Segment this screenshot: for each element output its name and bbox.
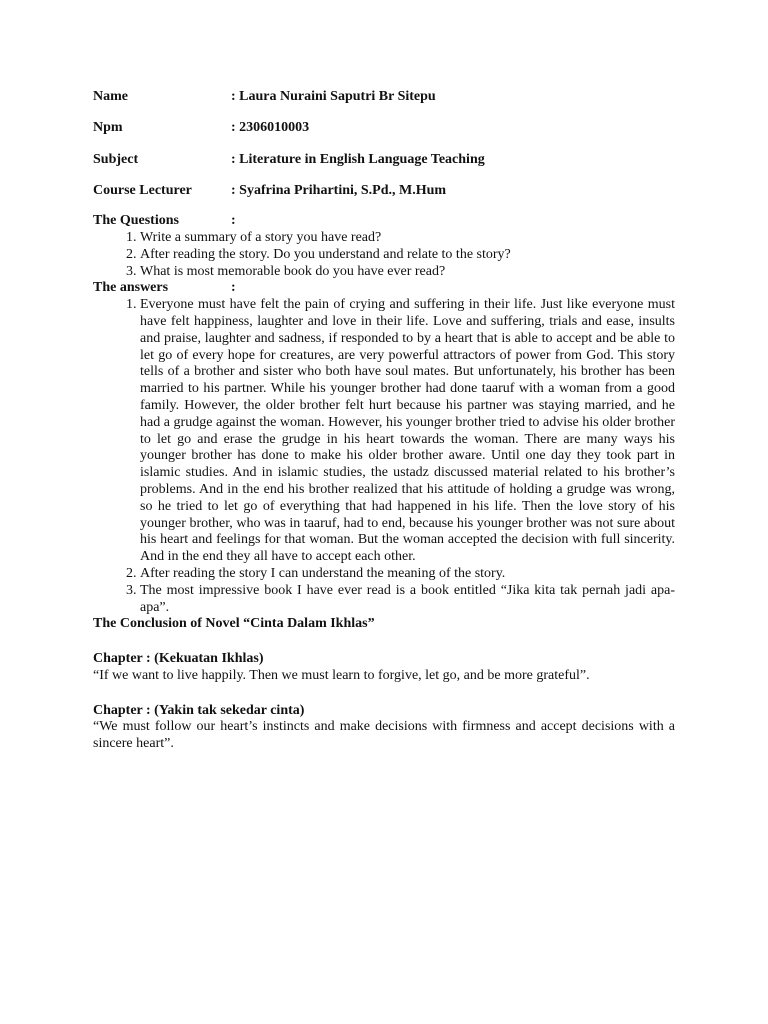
answer-item: 1. Everyone must have felt the pain of crying and suffering in their life. Just like everyone must have felt happiness, laughter and love in their life. Love and suffering, trials and ease, insults and praise, laughter and sadness, if responded to by a heart that is able to accept and be able to let go of every hope for creatures, are very powerful attractors of power from God. This story tells of a brother and sister who both have soul mates. But unfortunately, his brother has been married to his partner. While his younger brother had done taaruf with a woman from a good family. However, the older brother felt hurt because his partner was staying married, and he had a grudge against the woman. However, his younger brother tried to advise his older brother to let go and erase the grudge in his heart towards the woman. There are many ways his younger brother has done to make his older brother aware. Until one day they took part in islamic studies. And in islamic studies, the ustadz discussed material related to his brother’s problems. And in the end his brother realized that his attitude of holding a grudge was wrong, so he tried to let go of everything that had happened in his life. Then the love story of his younger brother, who was in taaruf, had to end, because his younger brother was not sure about his heart and feelings for that woman. But the woman accepted the decision with full sincerity. And in the end they all have to accept each other.: [140, 297, 675, 566]
answers-heading: [93, 280, 675, 297]
answers-colon: :: [231, 280, 236, 296]
npm-value: : 2306010003: [231, 120, 310, 136]
npm-field: [93, 119, 675, 137]
name-label: Name: [93, 89, 128, 104]
questions-colon: :: [231, 213, 236, 229]
questions-label: The Questions: [93, 213, 179, 229]
course-lecturer-field: [93, 182, 675, 200]
course-lecturer-value: : Syafrina Prihartini, S.Pd., M.Hum: [231, 183, 447, 199]
subject-value: : Literature in English Language Teaching: [231, 151, 485, 167]
chapter-quote: “If we want to live happily. Then we must learn to forgive, let go, and be more grateful”.: [93, 667, 590, 683]
questions-heading: [93, 213, 675, 230]
name-field: [93, 88, 675, 106]
answers-label: The answers: [93, 280, 169, 296]
answers-list: [93, 297, 675, 616]
questions-list: [93, 230, 675, 280]
question-item: 1. Write a summary of a story you have read?: [140, 230, 675, 247]
course-lecturer-label: Course Lecturer: [93, 183, 192, 199]
npm-label: Npm: [93, 120, 123, 136]
chapter-quote: “We must follow our heart’s instincts and make decisions with firmness and accept decisions with a sincere heart”.: [93, 719, 675, 752]
answer-item: 2. After reading the story I can understand the meaning of the story.: [140, 566, 675, 583]
answer-item: 3. The most impressive book I have ever read is a book entitled “Jika kita tak pernah jadi apa-apa”.: [140, 583, 675, 617]
conclusion-title: The Conclusion of Novel “Cinta Dalam Ikhlas”: [93, 616, 375, 632]
name-value: : Laura Nuraini Saputri Br Sitepu: [231, 89, 436, 104]
chapter-title: Chapter : (Yakin tak sekedar cinta): [93, 702, 305, 718]
question-item: 2. After reading the story. Do you understand and relate to the story?: [140, 247, 675, 264]
document-body: [93, 88, 675, 753]
question-item: 3. What is most memorable book do you have ever read?: [140, 264, 675, 281]
subject-field: [93, 151, 675, 169]
chapter-title: Chapter : (Kekuatan Ikhlas): [93, 651, 264, 667]
subject-label: Subject: [93, 151, 139, 167]
